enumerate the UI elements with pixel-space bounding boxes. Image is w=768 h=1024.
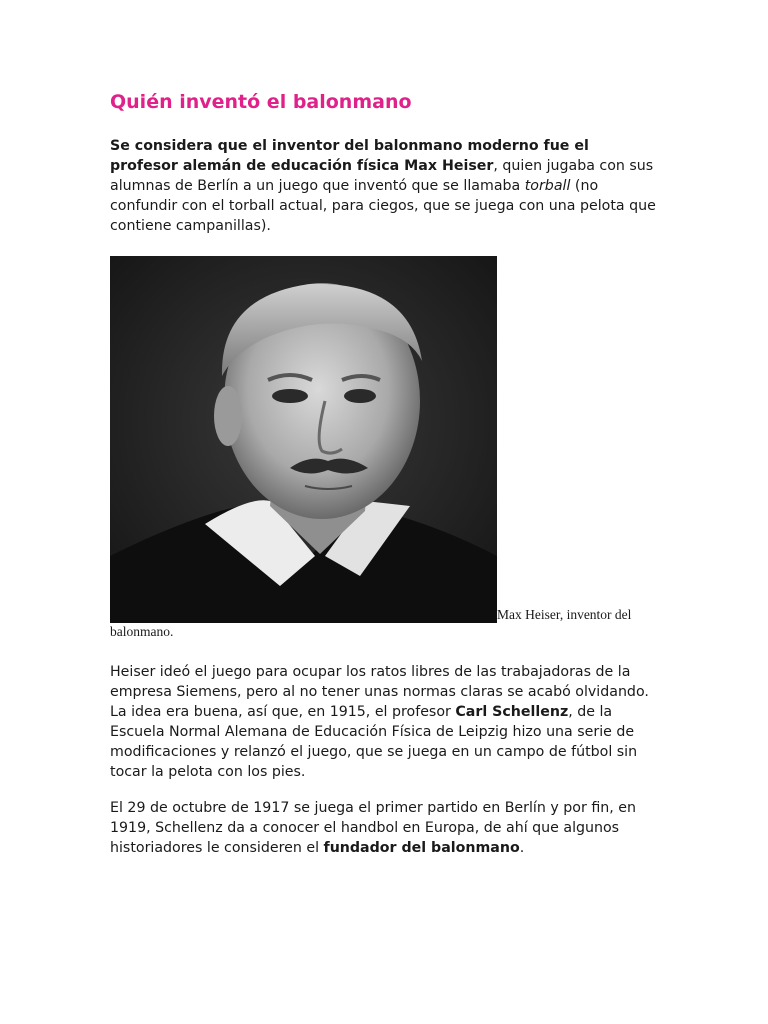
- intro-bold: Se considera que el inventor del balonmano moderno fue el profesor alemán de educación física Max Heiser: [110, 138, 589, 174]
- intro-text-a: , quien jugaba con sus alumnas de Berlín a un juego que inventó que se llamaba: [110, 158, 654, 194]
- figure-caption: Max Heiser, inventor del balonmano.: [110, 607, 632, 639]
- page-title: Quién inventó el balonmano: [110, 91, 412, 113]
- p1-text-a: Heiser ideó el juego para ocupar los ratos libres de las trabajadoras de la empresa Siemens, pero al no tener unas normas claras se acabó olvidando. La idea era buena, así que, en 1915, el profesor: [110, 664, 649, 720]
- portrait-photo: [110, 256, 497, 623]
- intro-italic: torball: [524, 178, 571, 194]
- p2-text-a: El 29 de octubre de 1917 se juega el primer partido en Berlín y por fin, en 1919, Schellenz da a conocer el handbol en Europa, de ahí que algunos historiadores le consideren el: [110, 800, 636, 856]
- p2-bold: fundador del balonmano: [323, 840, 520, 856]
- intro-paragraph: [110, 136, 658, 236]
- body-paragraph-1: [110, 662, 658, 782]
- p1-text-b: , de la Escuela Normal Alemana de Educación Física de Leipzig hizo una serie de modificaciones y relanzó el juego, que se juega en un campo de fútbol sin tocar la pelota con los pies.: [110, 704, 638, 780]
- intro-text-b: (no confundir con el torball actual, para ciegos, que se juega con una pelota que contiene campanillas).: [110, 178, 656, 234]
- portrait-image: [110, 256, 497, 623]
- p2-text-b: .: [519, 840, 525, 856]
- p1-bold: Carl Schellenz: [455, 704, 569, 720]
- document-page: [110, 86, 658, 858]
- body-paragraph-2: [110, 798, 658, 858]
- portrait-figure: [110, 256, 658, 640]
